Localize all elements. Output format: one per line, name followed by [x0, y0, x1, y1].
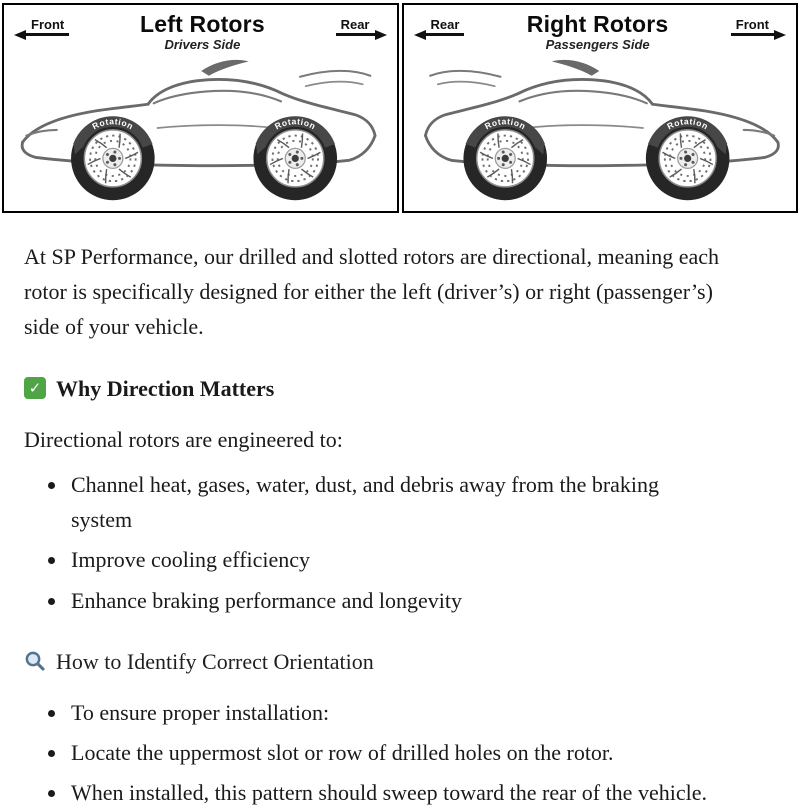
direction-label: Front — [26, 17, 69, 36]
arrow-left-icon — [414, 30, 426, 40]
rotation-label: Rotation — [272, 116, 318, 132]
arrow-left-icon — [14, 30, 26, 40]
list-item: • Improve cooling efficiency — [68, 542, 724, 577]
section-heading-why-direction-matters — [24, 371, 724, 406]
section-heading-text: How to Identify Correct Orientation — [56, 648, 374, 674]
article-body — [0, 213, 800, 810]
car-illustration-left — [4, 52, 397, 204]
direction-label: Rear — [336, 17, 375, 36]
panel-titles — [464, 12, 730, 52]
rotors-direction-diagram — [0, 0, 800, 213]
rotation-label: Rotation — [482, 116, 528, 132]
benefits-list — [24, 467, 724, 618]
rotation-label: Rotation — [90, 116, 136, 132]
section-heading-text: Why Direction Matters — [56, 375, 275, 401]
arrow-right-icon — [774, 30, 786, 40]
panel-header — [404, 5, 797, 52]
list-item: • Locate the uppermost slot or row of drilled holes on the rotor. — [68, 735, 724, 770]
check-icon — [24, 377, 46, 399]
front-direction-arrow — [14, 17, 69, 36]
intro-paragraph: At SP Performance, our drilled and slotted rotors are directional, meaning each rotor is specifically designed for either the left (driver’s) or right (passenger’s) side of your vehicle. — [24, 244, 720, 340]
list-item: • Enhance braking performance and longevity — [68, 583, 724, 618]
front-direction-arrow — [731, 17, 786, 36]
panel-header — [4, 5, 397, 52]
panel-subtitle: Passengers Side — [545, 37, 650, 53]
panel-subtitle: Drivers Side — [164, 37, 241, 53]
right-rotors-panel — [402, 3, 799, 213]
direction-label: Rear — [426, 17, 465, 36]
list-item: • When installed, this pattern should sweep toward the rear of the vehicle. — [68, 775, 724, 810]
rotation-label: Rotation — [664, 116, 710, 132]
direction-label: Front — [731, 17, 774, 36]
section-lead: Directional rotors are engineered to: — [24, 426, 343, 452]
list-item: • To ensure proper installation: — [68, 695, 724, 730]
panel-title: Left Rotors — [139, 11, 265, 37]
magnifier-icon — [24, 650, 46, 672]
section-heading-identify-orientation — [24, 644, 724, 679]
list-item: • Channel heat, gases, water, dust, and debris away from the braking system — [68, 467, 724, 537]
panel-title: Right Rotors — [526, 11, 669, 37]
orientation-steps-list — [24, 695, 724, 810]
arrow-right-icon — [375, 30, 387, 40]
left-rotors-panel — [2, 3, 399, 213]
car-illustration-right — [404, 52, 797, 204]
panel-titles — [69, 12, 335, 52]
rear-direction-arrow — [414, 17, 465, 36]
rear-direction-arrow — [336, 17, 387, 36]
